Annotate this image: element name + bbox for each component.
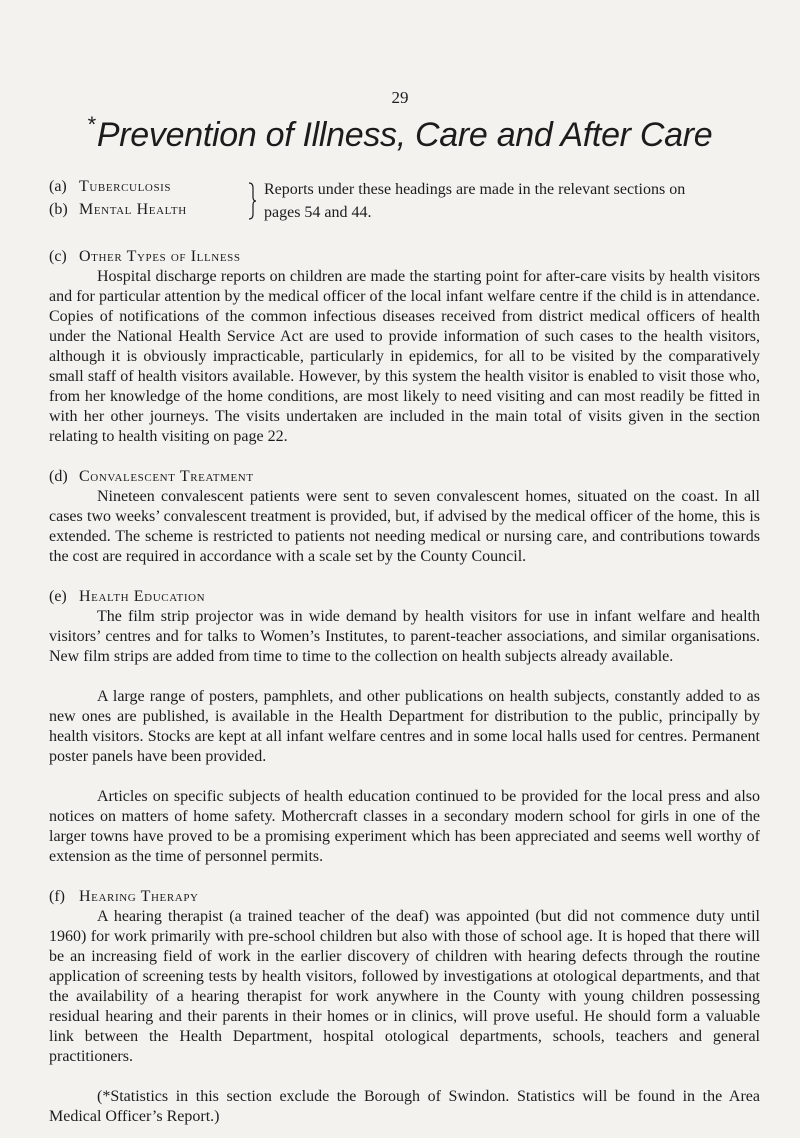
section-heading-text: Hearing Therapy (79, 888, 199, 905)
section-heading-text: Other Types of Illness (79, 248, 241, 265)
intro-item-tuberculosis (49, 178, 171, 196)
section-heading (49, 467, 760, 487)
section-heading-text: Health Education (79, 588, 206, 605)
section-letter: (e) (49, 588, 67, 605)
paragraph: Nineteen convalescent patients were sent to seven convalescent homes, situated on the coast. In all cases two weeks’ convalescent treatment is provided, but, if advised by the medical officer of the home, this is extended. The scheme is restricted to patients not needing medical or nursing care, and contributions towards the cost are required in accordance with a scale set by the County Council. (49, 488, 760, 565)
section-heading (49, 247, 760, 267)
right-brace-icon (248, 182, 256, 220)
paragraph: A hearing therapist (a trained teacher of the deaf) was appointed (but did not commence duty until 1960) for work primarily with pre-school children but also with those of school age. It is hoped that there will be an increasing field of work in the earlier discovery of children with hearing defects through the routine application of screening tests by health visitors, followed by investigations at otological departments, and that the availability of a hearing therapist for work anywhere in the County with young children possessing residual hearing and their parents in their homes or in clinics, will prove useful. He should form a valuable link between the Health Department, hospital otological departments, schools, teachers and general practitioners. (49, 908, 760, 1065)
section-heading (49, 887, 760, 907)
footnote: (*Statistics in this section exclude the Borough of Swindon. Statistics will be found in the Area Medical Officer’s Report.) (49, 1088, 760, 1125)
intro-item-mental-health (49, 201, 187, 219)
section-hearing-therapy (49, 887, 760, 1067)
document-body (49, 247, 760, 1127)
title-text: Prevention of Illness, Care and After Care (96, 116, 713, 154)
intro-block (49, 178, 759, 224)
section-convalescent-treatment (49, 467, 760, 567)
section-letter: (c) (49, 248, 67, 265)
paragraph: Hospital discharge reports on children are made the starting point for after-care visits by health visitors and for particular attention by the medical officer of the local infant welfare centre if the child is in attendance. Copies of notifications of the common infectious diseases received from district medical officers of health under the National Health Service Act are used to provide information of such cases to the health visitors, although it is obviously impracticable, particularly in epidemics, for all to be visited by the comparatively small staff of health visitors available. However, by this system the health visitor is enabled to visit those who, from her knowledge of the home conditions, are most likely to need visiting and can most readily be fitted in with her other journeys. The visits undertaken are included in the main total of visits given in the section relating to health visiting on page 22. (49, 268, 760, 445)
section-letter: (d) (49, 468, 68, 485)
paragraph: The film strip projector was in wide demand by health visitors for use in infant welfare and health visitors’ centres and for talks to Women’s Institutes, to parent-teacher associations, and similar organisations. New film strips are added from time to time to the collection on health subjects already available. (49, 608, 760, 665)
item-letter: (b) (49, 201, 68, 218)
page-number: 29 (391, 88, 409, 107)
section-health-education (49, 587, 760, 867)
section-heading-text: Convalescent Treatment (79, 468, 254, 485)
item-heading: Tuberculosis (79, 178, 172, 195)
intro-note-line1: Reports under these headings are made in the relevant sections on (264, 181, 686, 198)
item-heading: Mental Health (79, 201, 187, 218)
paragraph: A large range of posters, pamphlets, and other publications on health subjects, constantly added to as new ones are published, is available in the Health Department for distribution to the public, principally by health visitors. Stocks are kept at all infant welfare centres and in some local halls used for centres. Permanent poster panels have been provided. (49, 688, 760, 765)
section-other-types-of-illness (49, 247, 760, 447)
item-letter: (a) (49, 178, 67, 195)
intro-note-line2: pages 54 and 44. (264, 204, 372, 221)
section-letter: (f) (49, 888, 65, 905)
paragraph: Articles on specific subjects of health education continued to be provided for the local press and also notices on matters of home safety. Mothercraft classes in a secondary modern school for girls in one of the larger towns have proved to be a promising experiment which has been appreciated and seems well worthy of extension as the time of personnel permits. (49, 788, 760, 865)
page-title (0, 112, 800, 155)
section-heading (49, 587, 760, 607)
intro-note (264, 178, 764, 224)
title-asterisk: * (87, 112, 96, 137)
